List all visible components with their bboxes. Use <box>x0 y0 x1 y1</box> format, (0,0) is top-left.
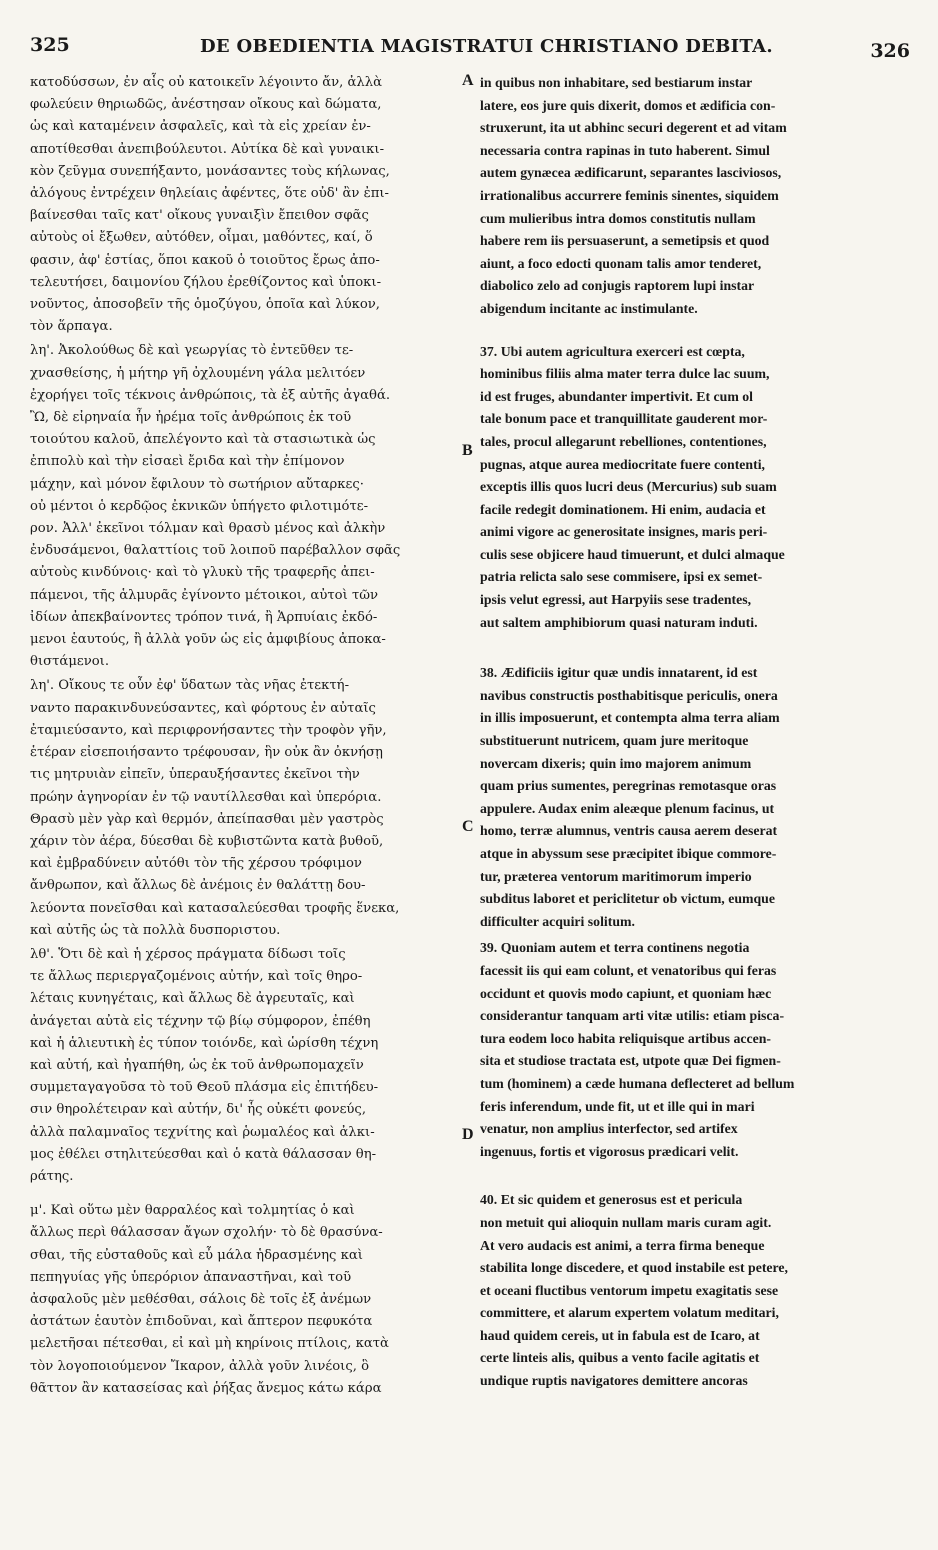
text-line: patria relicta salo sese commisere, ipsi ex semet- <box>480 569 763 585</box>
text-line: facile redegit dominationem. Hi enim, audacia et <box>480 501 766 517</box>
text-line: quam prius sumentes, peregrinas remotasque oras <box>480 778 777 794</box>
text-line: ἑτέραν εἰσεποιήσαντο τρέφουσαν, ἣν οὐκ ἂν ὀκνήσῃ <box>30 745 383 761</box>
text-line: κὸν ζεῦγμα συνεπήξαντο, μονάσαντες τοὺς κήλωνας, <box>30 163 390 179</box>
text-line: συμμεταγαγοῦσα τὸ τοῦ Θεοῦ πλάσμα εἰς ἐπιτήδευ- <box>30 1080 379 1096</box>
text-line: ipsis velut egressi, aut Harpyiis sese tradentes, <box>480 592 752 608</box>
greek-paragraph <box>30 72 452 338</box>
text-line: certe linteis alis, quibus a vento facile agitatis et <box>480 1350 760 1366</box>
text-line: aut saltem amphibiorum quasi naturam induti. <box>480 614 758 630</box>
text-line: 40. Et sic quidem et generosus est et pericula <box>480 1192 743 1208</box>
text-line: undique ruptis navigatores demittere ancoras <box>480 1373 748 1389</box>
text-line: struxerunt, ita ut abhinc securi degerent et ad vitam <box>480 120 787 136</box>
text-line: λέταις κυνηγέταις, καὶ ἄλλως δὲ ἀγρευταῖς, καὶ <box>30 991 355 1007</box>
text-line: irrationalibus accurrere feminis sinentes, siquidem <box>480 187 779 203</box>
text-line: πεπηγυίας γῆς ὑπερόριον ἀπαναστῆναι, καὶ τοῦ <box>30 1269 352 1285</box>
text-line: μ'. Καὶ οὕτω μὲν θαρραλέος καὶ τολμητίας ὁ καὶ <box>30 1203 355 1219</box>
margin-letter-c: C <box>462 818 474 835</box>
running-title: DE OBEDIENTIA MAGISTRATUI CHRISTIANO DEBITA. <box>200 36 773 57</box>
text-line: tur, præterea ventorum maritimorum imperio <box>480 868 752 884</box>
text-line: sita et studiose tractata est, utpote quæ Dei figmen- <box>480 1053 781 1069</box>
text-line: ρον. Ἀλλ' ἐκεῖνοι τόλμαν καὶ θρασὺ μένος καὶ ἀλκὴν <box>30 521 386 537</box>
text-line: At vero audacis est animi, a terra firma beneque <box>480 1237 765 1253</box>
margin-letter-b: B <box>462 442 473 459</box>
text-line: νοῦντος, ἀποσοβεῖν τῆς ὁμοζύγου, ὁποῖα καὶ λύκον, <box>30 297 380 313</box>
text-line: αὐτοὺς κινδύνοις· καὶ τὸ γλυκὺ τῆς τραφερῆς ἀπει- <box>30 565 375 581</box>
text-line: tale bonum pace et tranquillitate gauderent mor- <box>480 411 768 427</box>
text-line: ἀλλὰ παλαμναῖος τεχνίτης καὶ ῥωμαλέος καὶ ἀλκι- <box>30 1124 375 1140</box>
text-line: φασιν, ἀφ' ἑστίας, ὅποι κακοῦ ὁ τοιοῦτος ἔρως ἀπο- <box>30 252 380 268</box>
text-line: κατοδύσσων, ἐν αἷς οὐ κατοικεῖν λέγοιντο ἄν, ἀλλὰ <box>30 75 383 90</box>
text-line: σιν θηρολέτειραν καὶ αὐτήν, δι' ἧς οὐκέτι φονεύς, <box>30 1102 367 1118</box>
text-line: τις μητρυιὰν εἰπεῖν, ὑπεραυξήσαντες ἐκεῖνοι τὴν <box>30 767 360 783</box>
text-line: μενοι ἑαυτούς, ἢ ἀλλὰ γοῦν ὡς εἰς ἀμφιβίους ἀποκα- <box>30 632 386 648</box>
text-line: non metuit qui alioquin nullam maris curam agit. <box>480 1214 772 1230</box>
text-line: tum (hominem) a cæde humana deflecteret ad bellum <box>480 1075 795 1091</box>
text-line: id est fruges, abundanter impertivit. Et cum ol <box>480 388 753 404</box>
text-line: considerantur tanquam arti vitæ utilis: etiam pisca- <box>480 1008 785 1024</box>
text-line: πάμενοι, τῆς ἁλμυρᾶς ἐγίνοντο μέτοικοι, αὐτοὶ τῶν <box>30 587 379 603</box>
text-line: latere, eos jure quis dixerit, domos et ædificia con- <box>480 97 776 113</box>
text-line: navibus constructis posthabitisque periculis, onera <box>480 687 778 703</box>
latin-paragraph <box>480 937 910 1163</box>
text-line: λθ'. Ὅτι δὲ καὶ ἡ χέρσος πράγματα δίδωσι τοῖς <box>30 946 346 962</box>
page-number-left: 325 <box>30 34 70 56</box>
text-line: ἄλλως περὶ θάλασσαν ἄγων σχολήν· τὸ δὲ θρασύνα- <box>30 1225 383 1241</box>
text-line: ναντο παρακινδυνεύσαντες, καὶ φόρτους ἐν αὐταῖς <box>30 700 376 716</box>
text-line: θιστάμενοι. <box>30 654 110 670</box>
text-line: βαίνεσθαι ταῖς κατ' οἴκους γυναιξὶν ἔπειθον σφᾶς <box>30 208 369 224</box>
text-line: Θρασὺ μὲν γὰρ καὶ θερμόν, ἀπείπασθαι μὲν γαστρὸς <box>30 811 384 827</box>
text-line: et oceani fluctibus ventorum impetu exagitatis sese <box>480 1282 779 1298</box>
text-line: 39. Quoniam autem et terra continens negotia <box>480 940 750 956</box>
text-line: τελευτήσει, δαιμονίου ζήλου ἐρεθίζοντος καὶ ὑποκι- <box>30 274 382 290</box>
text-line: πρώην ἀγηνορίαν ἐν τῷ ναυτίλλεσθαι καὶ ὑπερόρια. <box>30 789 382 805</box>
text-line: Ὢ, δὲ εἰρηναία ἦν ἠρέμα τοῖς ἀνθρώποις ἐκ τοῦ <box>30 410 352 426</box>
page-number-right: 326 <box>870 40 910 62</box>
text-line: abigendum incitante ac instimulante. <box>480 300 698 316</box>
text-line: 37. Ubi autem agricultura exerceri est cœpta, <box>480 343 745 359</box>
text-line: cum mulieribus intra domos constitutis nullam <box>480 210 756 226</box>
text-line: committere, et alarum expertem volatum meditari, <box>480 1305 779 1321</box>
text-line: ἰδίων ἀπεκβαίνοντες τρόπον τινά, ἢ Ἁρπυίαις ἐκδό- <box>30 609 378 625</box>
greek-paragraph <box>30 675 452 941</box>
text-line: homo, terræ alumnus, ventris causa aerem deserat <box>480 823 778 839</box>
text-line: culis sese objicere haud timuerunt, et dulci almaque <box>480 546 785 562</box>
text-line: pugnas, atque aurea mediocritate fuere contenti, <box>480 456 765 472</box>
greek-paragraph <box>30 340 452 673</box>
text-line: difficulter acquiri solitum. <box>480 913 635 929</box>
text-line: σθαι, τῆς εὐσταθοῦς καὶ εὖ μάλα ἡδρασμένης καὶ <box>30 1247 363 1263</box>
text-line: χνασθείσης, ἡ μήτηρ γῆ ὀχλουμένη γάλα μελιτόεν <box>30 365 366 381</box>
text-line: 38. Ædificiis igitur quæ undis innatarent, id est <box>480 665 758 681</box>
text-line: ἀνάγεται αὐτὰ εἰς τέχνην τῷ βίῳ σύμφορον, ἐπέθη <box>30 1013 371 1029</box>
text-line: ingenuus, fortis et vigorosus prædicari velit. <box>480 1143 739 1159</box>
text-line: in illis imposuerunt, et contempta alma terra aliam <box>480 710 780 726</box>
text-line: habere rem iis persuaserunt, a semetipsis et quod <box>480 233 770 249</box>
page <box>30 34 910 1534</box>
text-line: exceptis illis quos lucri deus (Mercurius) sub suam <box>480 479 777 495</box>
text-line: ἀλόγους ἐντρέχειν θηλείαις ἀφέντες, ὅτε οὐδ' ἂν ἐπι- <box>30 186 389 202</box>
text-line: τὸν λογοποιούμενον Ἴκαρον, ἀλλὰ γοῦν λινέοις, ὃ <box>30 1358 370 1374</box>
latin-column <box>480 72 910 1393</box>
text-line: μος ἐθέλει στηλιτεύεσθαι καὶ ὁ κατὰ θάλασσαν θη- <box>30 1146 377 1162</box>
text-line: λεύοντα πονεῖσθαι καὶ κατασαλεύεσθαι τροφῆς ἕνεκα, <box>30 900 400 916</box>
text-line: φωλεύειν θηριωδῶς, ἀνέστησαν οἴκους καὶ δώματα, <box>30 97 382 113</box>
text-line: ἐπιπολὺ καὶ τὴν εἰσαεὶ ἔριδα καὶ τὴν ἐπίμονον <box>30 454 345 470</box>
text-line: καὶ αὐτῆς ὡς τὰ πολλὰ δυσποριστου. <box>30 922 281 938</box>
text-line: χάριν τὸν ἀέρα, δύεσθαι δὲ κυβιστῶντα κατὰ βυθοῦ, <box>30 833 384 849</box>
text-line: ἐνδυσάμενοι, θαλαττίοις τοῦ λοιποῦ παρέβαλλον σφᾶς <box>30 543 401 559</box>
text-line: in quibus non inhabitare, sed bestiarum instar <box>480 75 753 90</box>
text-line: θᾶττον ἂν κατασείσας καὶ ῥήξας ἄνεμος κάτω κάρα <box>30 1380 382 1396</box>
text-line: autem gynæcea ædificarunt, separantes lasciviosos, <box>480 165 782 181</box>
text-line: μελετῆσαι πέτεσθαι, εἰ καὶ μὴ κηρίνοις πτίλοις, κατὰ <box>30 1336 389 1352</box>
latin-paragraph <box>480 1189 910 1392</box>
text-line: tura eodem loco habita reliquisque artibus accen- <box>480 1030 772 1046</box>
text-line: καὶ ἡ ἁλιευτικὴ ἐς τύπον τοιόνδε, καὶ ὡρίσθη τέχνη <box>30 1035 379 1051</box>
text-line: οὐ μέντοι ὁ κερδῷος ἐκνικῶν ὑπήγετο φιλοτιμότε- <box>30 498 369 514</box>
text-line: substituerunt nutricem, quam jure meritoque <box>480 733 749 749</box>
text-line: venatur, non amplius interfector, sed artifex <box>480 1121 738 1137</box>
latin-paragraph <box>480 662 910 933</box>
text-line: καὶ ἐμβραδύνειν αὐτόθι τὸν τῆς χέρσου τρόφιμον <box>30 856 362 872</box>
text-line: ὡς καὶ καταμένειν ἀσφαλεῖς, καὶ τὰ εἰς χρείαν ἐν- <box>30 119 371 135</box>
text-line: ἄνθρωπον, καὶ ἄλλως δὲ ἀνέμοις ἐν θαλάττῃ δου- <box>30 878 366 894</box>
text-line: necessaria contra rapinas in tuto haberent. Simul <box>480 142 770 158</box>
text-line: λη'. Ἀκολούθως δὲ καὶ γεωργίας τὸ ἐντεῦθεν τε- <box>30 343 354 359</box>
text-line: feris inferendum, unde fit, ut et ille qui in mari <box>480 1098 755 1114</box>
text-line: ἐταμιεύσαντο, καὶ περιφρονήσαντες τὴν τροφὸν γῆν, <box>30 722 387 738</box>
text-line: hominibus filiis alma mater terra dulce lac suum, <box>480 366 770 382</box>
text-line: μάχην, καὶ μόνον ἔφιλουν τὸ σωτήριον αὔταρκες· <box>30 476 364 492</box>
margin-letter-d: D <box>462 1126 474 1143</box>
text-line: novercam dixeris; quin imo majorem animum <box>480 755 752 771</box>
margin-letter-a: A <box>462 72 474 89</box>
page-header <box>30 34 910 64</box>
latin-paragraph <box>480 341 910 635</box>
text-line: stabilita longe discedere, et quod instabile est petere, <box>480 1260 788 1276</box>
text-line: ἀσφαλοῦς μὲν μεθέσθαι, σάλοις δὲ τοῖς ἐξ ἀνέμων <box>30 1291 372 1307</box>
text-line: τὸν ἅρπαγα. <box>30 319 113 335</box>
text-line: tales, procul allegarunt rebelliones, contentiones, <box>480 433 767 449</box>
text-line: haud quidem cereis, ut in fabula est de Icaro, at <box>480 1327 760 1343</box>
text-line: αποτίθεσθαι ἀνεπιβούλευτοι. Αὐτίκα δὲ καὶ γυναικι- <box>30 141 385 157</box>
text-line: ἀστάτων ἑαυτὸν ἐπιδοῦναι, καὶ ἄπτερον πεφυκότα <box>30 1314 373 1330</box>
text-line: καὶ αὐτή, καὶ ἠγαπήθη, ὡς ἐκ τοῦ ἀνθρωπομαχεῖν <box>30 1057 364 1073</box>
text-line: occidunt et quovis modo capiunt, et quoniam hæc <box>480 985 772 1001</box>
text-line: ἐχορήγει τοῖς τέκνοις ἀνθρώποις, τὰ ἐξ αὐτῆς ἀγαθά. <box>30 387 391 403</box>
text-line: animi vigore ac generositate insignes, maris peri- <box>480 524 768 540</box>
greek-paragraph <box>30 944 452 1188</box>
text-line: appulere. Audax enim aleæque plenum facinus, ut <box>480 800 775 816</box>
text-line: facessit iis qui eam colunt, et venatoribus qui feras <box>480 962 777 978</box>
greek-paragraph <box>30 1200 452 1400</box>
text-line: αὐτοὺς οἱ ἔξωθεν, αὐτόθεν, οἶμαι, μαθόντες, καί, ὅ <box>30 230 373 246</box>
text-line: ράτης. <box>30 1168 74 1184</box>
greek-column <box>30 72 452 1400</box>
text-line: τοιούτου καλοῦ, ἀπελέγοντο καὶ τὰ στασιωτικὰ ὡς <box>30 432 376 448</box>
text-line: atque in abyssum sese præcipitet ibique commore- <box>480 846 777 861</box>
text-line: aiunt, a foco edocti quonam talis amor tenderet, <box>480 255 762 271</box>
latin-paragraph <box>480 72 910 321</box>
text-line: diabolico zelo ad conjugis raptorem lupi instar <box>480 278 755 294</box>
text-line: subditus laboret et periclitetur ob victum, eumque <box>480 891 775 907</box>
text-line: τε ἄλλως περιεργαζομένοις αὐτήν, καὶ τοῖς θηρο- <box>30 969 363 985</box>
text-line: λη'. Οἴκους τε οὖν ἐφ' ὕδατων τὰς νῆας ἐτεκτή- <box>30 678 350 694</box>
